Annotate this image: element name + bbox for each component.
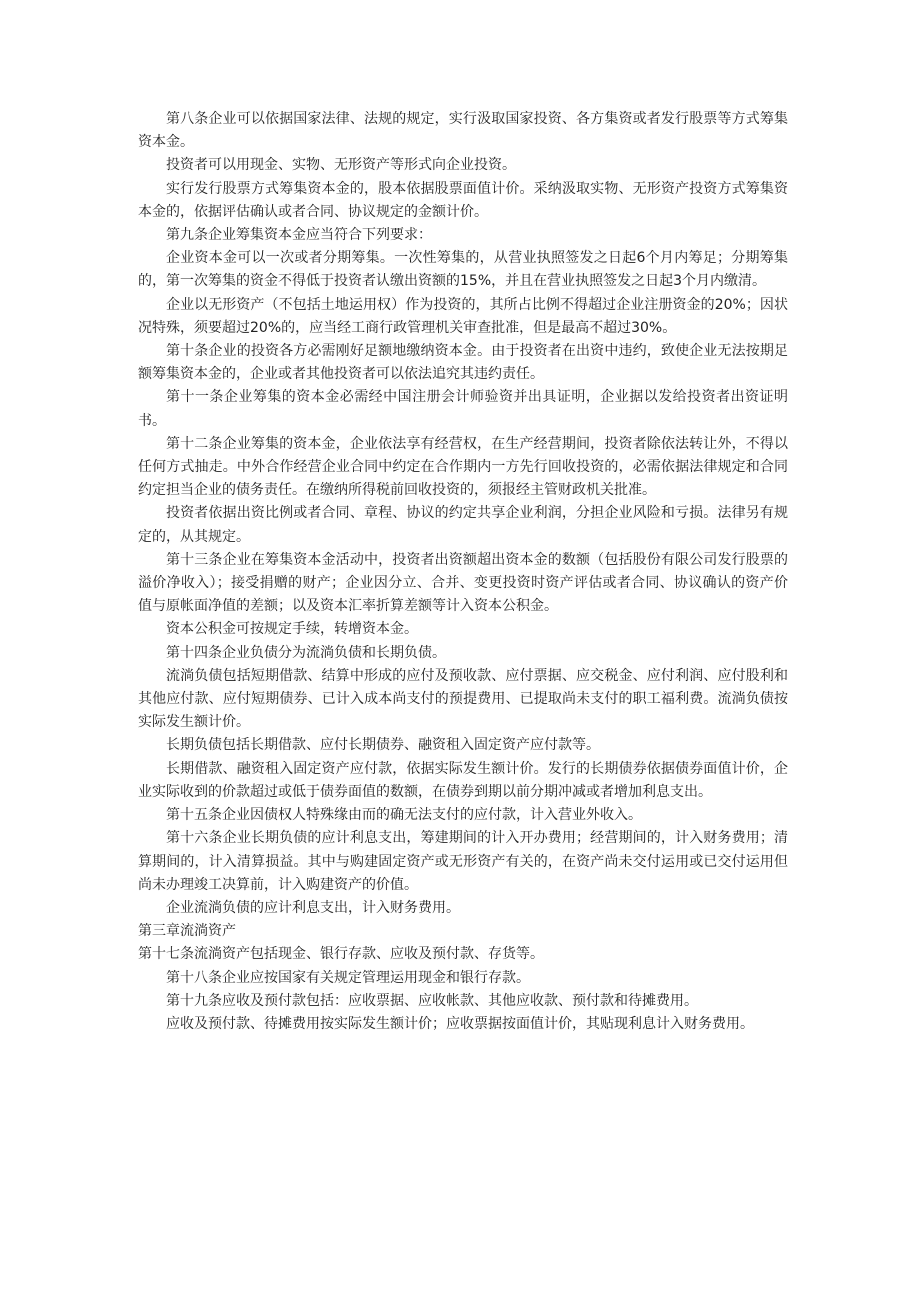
paragraph-current-interest: 企业流淌负债的应计利息支出，计入财务费用。 — [166, 899, 460, 916]
paragraph-article-15: 第十五条企业因债权人特殊缘由而的确无法支付的应付款，计入营业外收入。 — [166, 807, 642, 824]
paragraph-article-17: 第十七条流淌资产包括现金、银行存款、应收及预付款、存货等。 — [138, 946, 544, 963]
paragraph-investment-forms: 投资者可以用现金、实物、无形资产等形式向企业投资。 — [166, 157, 516, 174]
chapter-heading-3: 第三章流淌资产 — [138, 923, 236, 940]
paragraph-capital-reserve: 资本公积金可按规定手续，转增资本金。 — [166, 621, 418, 638]
paragraph-article-18: 第十八条企业应按国家有关规定管理运用现金和银行存款。 — [166, 969, 530, 986]
paragraph-article-12: 第十二条企业筹集的资本金，企业依法享有经营权，在生产经营期间，投资者除依法转让外，不得以任何方式抽走。中外合作经营企业合同中约定在合作期内一方先行回收投资的，必需依据法律规定和合同约定担当企业的债务责任。在缴纳所得税前回收投资的，须报经主管财政机关批准。 — [138, 435, 788, 499]
paragraph-receivables-valuation: 应收及预付款、待摊费用按实际发生额计价；应收票据按面值计价，其贴现利息计入财务费用。 — [166, 1015, 754, 1032]
paragraph-article-16: 第十六条企业长期负债的应计利息支出，筹建期间的计入开办费用；经营期间的，计入财务费用；清算期间的，计入清算损益。其中与购建固定资产或无形资产有关的，在资产尚未交付运用或已交付运用但尚未办理竣工决算前，计入购建资产的价值。 — [138, 830, 788, 893]
paragraph-intangible-assets: 企业以无形资产（不包括土地运用权）作为投资的，其所占比例不得超过企业注册资金的20%；因状况特殊，须要超过20%的，应当经工商行政管理机关审查批准，但是最高不超过30%。 — [138, 296, 788, 336]
document-body — [138, 108, 788, 1036]
paragraph-article-14: 第十四条企业负债分为流淌负债和长期负债。 — [166, 644, 446, 661]
paragraph-article-13: 第十三条企业在筹集资本金活动中，投资者出资额超出资本金的数额（包括股份有限公司发行股票的溢价净收入）；接受捐赠的财产；企业因分立、合并、变更投资时资产评估或者合同、协议确认的资产价值与原帐面净值的差额；以及资本汇率折算差额等计入资本公积金。 — [138, 551, 788, 615]
paragraph-article-8: 第八条企业可以依据国家法律、法规的规定，实行汲取国家投资、各方集资或者发行股票等方式筹集资本金。 — [138, 111, 788, 151]
paragraph-long-term-liabilities: 长期负债包括长期借款、应付长期债券、融资租入固定资产应付款等。 — [166, 737, 600, 754]
paragraph-current-liabilities: 流淌负债包括短期借款、结算中形成的应付及预收款、应付票据、应交税金、应付利润、应付股利和其他应付款、应付短期债券、已计入成本尚支付的预提费用、已提取尚未支付的职工福利费。流淌负债按实际发生额计价。 — [138, 667, 788, 731]
paragraph-article-9: 第九条企业筹集资本金应当符合下列要求： — [166, 227, 432, 244]
paragraph-stock-valuation: 实行发行股票方式筹集资本金的，股本依据股票面值计价。采纳汲取实物、无形资产投资方式筹集资本金的，依据评估确认或者合同、协议规定的金额计价。 — [138, 180, 788, 220]
paragraph-article-11: 第十一条企业筹集的资本金必需经中国注册会计师验资并出具证明，企业据以发给投资者出资证明书。 — [138, 389, 788, 429]
paragraph-article-10: 第十条企业的投资各方必需刚好足额地缴纳资本金。由于投资者在出资中违约，致使企业无法按期足额筹集资本金的，企业或者其他投资者可以依法追究其违约责任。 — [138, 343, 788, 383]
paragraph-article-19: 第十九条应收及预付款包括：应收票据、应收帐款、其他应收款、预付款和待摊费用。 — [166, 992, 698, 1009]
paragraph-installment-raising: 企业资本金可以一次或者分期筹集。一次性筹集的，从营业执照签发之日起6个月内筹足；分期筹集的，第一次筹集的资金不得低于投资者认缴出资额的15%，并且在营业执照签发之日起3个月内缴清。 — [138, 250, 788, 290]
paragraph-long-term-valuation: 长期借款、融资租入固定资产应付款，依据实际发生额计价。发行的长期债券依据债券面值计价，企业实际收到的价款超过或低于债券面值的数额，在债券到期以前分期冲减或者增加利息支出。 — [138, 760, 788, 800]
paragraph-profit-sharing: 投资者依据出资比例或者合同、章程、协议的约定共享企业利润，分担企业风险和亏损。法律另有规定的，从其规定。 — [138, 505, 788, 545]
